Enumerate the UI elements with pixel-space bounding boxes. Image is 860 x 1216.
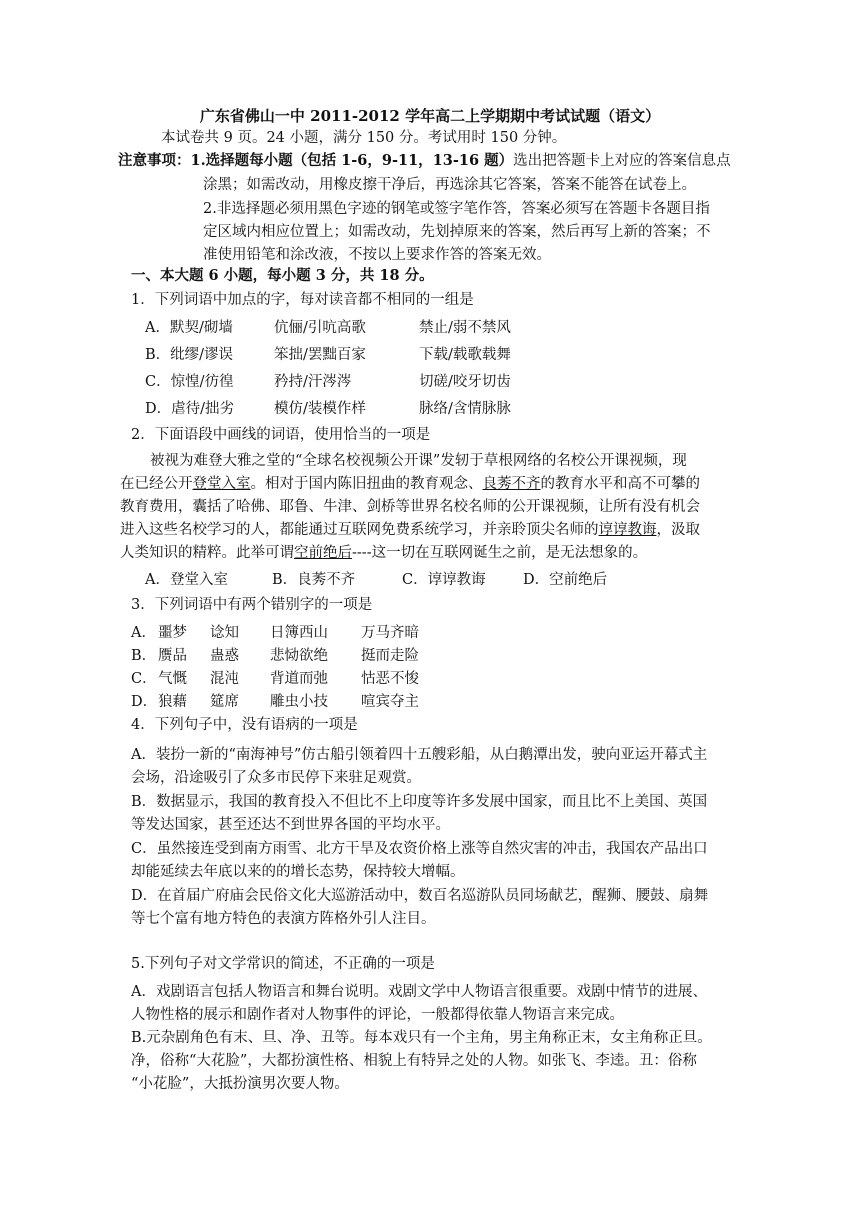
q4-option-d-line-2: 等七个富有地方特色的表演方阵格外引人注目。: [131, 911, 436, 927]
q3-d-4: 喧宾夺主: [361, 694, 419, 710]
q3-d-label: D．: [131, 694, 158, 710]
q5-stem: 5.下列句子对文学常识的简述，不正确的一项是: [131, 956, 435, 972]
q2-para-line-3: 教育费用，囊括了哈佛、耶鲁、牛津、剑桥等世界名校名师的公开课视频，让所有没有机会: [120, 499, 700, 515]
notice-line-4: 定区域内相应位置上；如需改动，先划掉原来的答案，然后再写上新的答案；不: [203, 224, 711, 240]
q5-option-b-line-2: 净，俗称“大花脸”，大都扮演性格、相貌上有特异之处的人物。如张飞、李逵。丑：俗称: [131, 1053, 697, 1069]
q3-c-3: 背道而弛: [270, 671, 328, 687]
q1-b-1: B．纰缪/谬误: [145, 347, 234, 363]
q1-c-3: 切磋/咬牙切齿: [419, 374, 511, 390]
section-heading: 一、本大题 6 小题，每小题 3 分，共 18 分。: [131, 267, 434, 284]
q4-option-a-line-2: 会场，沿途吸引了众多市民停下来驻足观赏。: [131, 770, 421, 786]
notice-line-1: [118, 151, 731, 171]
q2-text: 进入这些名校学习的人，都能通过互联网免费系统学习，并亲聆顶尖名师的: [120, 522, 599, 538]
q2-text: 的教育水平和高不可攀的: [540, 476, 700, 492]
q2-para-line-2: [120, 474, 700, 494]
notice-line-2: 涂黑；如需改动，用橡皮擦干净后，再选涂其它答案，答案不能答在试卷上。: [203, 177, 696, 193]
q3-a-3: 日簿西山: [270, 625, 328, 641]
q4-option-d-line-1: D．在首届广府庙会民俗文化大巡游活动中，数百名巡游队员同场献艺，醒狮、腰鼓、扇舞: [131, 888, 709, 904]
q2-stem: 2．下面语段中画线的词语，使用恰当的一项是: [131, 427, 431, 443]
q3-c-2: 混沌: [210, 671, 239, 687]
q1-d-2: 模仿/装模作样: [274, 401, 366, 417]
q4-option-b-line-1: B．数据显示，我国的教育投入不但比不上印度等许多发展中国家，而且比不上美国、英国: [131, 794, 708, 810]
underlined-phrase: 良莠不齐: [482, 476, 541, 492]
notice-item1-bold: 1.选择题每小题（包括 1-6，9-11，13-16 题）: [190, 152, 514, 169]
notice-line-5: 准使用铅笔和涂改液，不按以上要求作答的答案无效。: [203, 247, 551, 263]
q4-option-c-line-1: C．虽然接连受到南方雨雪、北方干旱及农资价格上涨等自然灾害的冲击，我国农产品出口: [131, 841, 708, 857]
q2-option-d: D．空前绝后: [523, 572, 608, 588]
q2-option-b: B．良莠不齐: [272, 572, 356, 588]
q1-d-3: 脉络/含情脉脉: [419, 401, 511, 417]
q3-b-2: 蛊惑: [210, 648, 239, 664]
q5-option-b-line-1: B.元杂剧角色有末、旦、净、丑等。每本戏只有一个主角，男主角称正末，女主角称正旦。: [131, 1030, 712, 1046]
notice-line-3: 2.非选择题必须用黑色字迹的钢笔或签字笔作答，答案必须写在答题卡各题目指: [203, 201, 710, 217]
q3-stem: 3．下列词语中有两个错别字的一项是: [131, 597, 373, 613]
q2-text: ，汲取: [656, 522, 700, 538]
q5-option-a-line-2: 人物性格的展示和剧作者对人物事件的评论，一般都得依靠人物语言来完成。: [131, 1007, 624, 1023]
q1-stem: 1．下列词语中加点的字，每对读音都不相同的一组是: [131, 292, 474, 308]
q5-option-b-line-3: “小花脸”，大抵扮演男次要人物。: [131, 1076, 349, 1092]
q2-text: ----这一切在互联网诞生之前，是无法想象的。: [352, 545, 648, 561]
q1-b-3: 下载/载歌载舞: [419, 347, 511, 363]
q2-para-line-5: [120, 543, 647, 563]
q1-a-2: 伉俪/引吭高歌: [274, 320, 366, 336]
q1-b-2: 笨拙/罢黜百家: [274, 347, 366, 363]
q1-c-1: C．惊惶/彷徨: [145, 374, 234, 390]
q3-c-label: C．: [131, 671, 157, 687]
notice-label: 注意事项：: [118, 152, 191, 169]
q4-option-b-line-2: 等发达国家，甚至还达不到世界各国的平均水平。: [131, 817, 450, 833]
q1-d-1: D．虐待/拙劣: [145, 401, 235, 417]
underlined-phrase: 登堂入室: [192, 476, 251, 492]
q1-a-1: A．默契/砌墙: [145, 320, 233, 336]
q4-stem: 4．下列句子中，没有语病的一项是: [131, 717, 358, 733]
q3-d-3: 雕虫小技: [270, 694, 328, 710]
q3-a-1: 噩梦: [158, 625, 187, 641]
q3-b-4: 挺而走险: [361, 648, 419, 664]
q3-c-1: 气慨: [158, 671, 187, 687]
q3-b-1: 赝品: [158, 648, 187, 664]
underlined-phrase: 谆谆教诲: [598, 522, 657, 538]
q3-a-label: A．: [131, 625, 156, 641]
q3-d-1: 狼藉: [158, 694, 187, 710]
q4-option-a-line-1: A．装扮一新的“南海神号”仿古船引领着四十五艘彩船，从白鹅潭出发，驶向亚运开幕式主: [131, 747, 708, 763]
q2-option-a: A．登堂入室: [145, 572, 228, 588]
page-title: 广东省佛山一中 2011-2012 学年高二上学期期中考试试题（语文）: [199, 107, 661, 125]
q3-a-2: 谂知: [210, 625, 239, 641]
q3-b-3: 悲恸欲绝: [270, 648, 328, 664]
notice-item1-rest: 选出把答题卡上对应的答案信息点: [513, 153, 731, 169]
q3-a-4: 万马齐暗: [361, 625, 419, 641]
q2-text: 在已经公开: [120, 476, 193, 492]
q3-b-label: B．: [131, 648, 157, 664]
q3-d-2: 筵席: [210, 694, 239, 710]
q2-para-line-4: [120, 520, 700, 540]
q3-c-4: 怙恶不悛: [361, 671, 419, 687]
q2-text: 人类知识的精粹。此举可谓: [120, 545, 294, 561]
q1-c-2: 矜持/汗涔涔: [274, 374, 352, 390]
underlined-phrase: 空前绝后: [294, 545, 352, 561]
q1-a-3: 禁止/弱不禁风: [419, 320, 511, 336]
q2-option-c: C．谆谆教诲: [402, 572, 486, 588]
q2-para-line-1: 被视为难登大雅之堂的“全球名校视频公开课”发轫于草根网络的名校公开课视频，现: [150, 453, 687, 469]
q5-option-a-line-1: A．戏剧语言包括人物语言和舞台说明。戏剧文学中人物语言很重要。戏剧中情节的进展、: [131, 984, 707, 1000]
q2-text: 。相对于国内陈旧扭曲的教育观念、: [250, 476, 483, 492]
q4-option-c-line-2: 却能延续去年底以来的的增长态势，保持较大增幅。: [131, 864, 465, 880]
intro-text: 本试卷共 9 页。24 小题，满分 150 分。考试用时 150 分钟。: [161, 130, 567, 146]
